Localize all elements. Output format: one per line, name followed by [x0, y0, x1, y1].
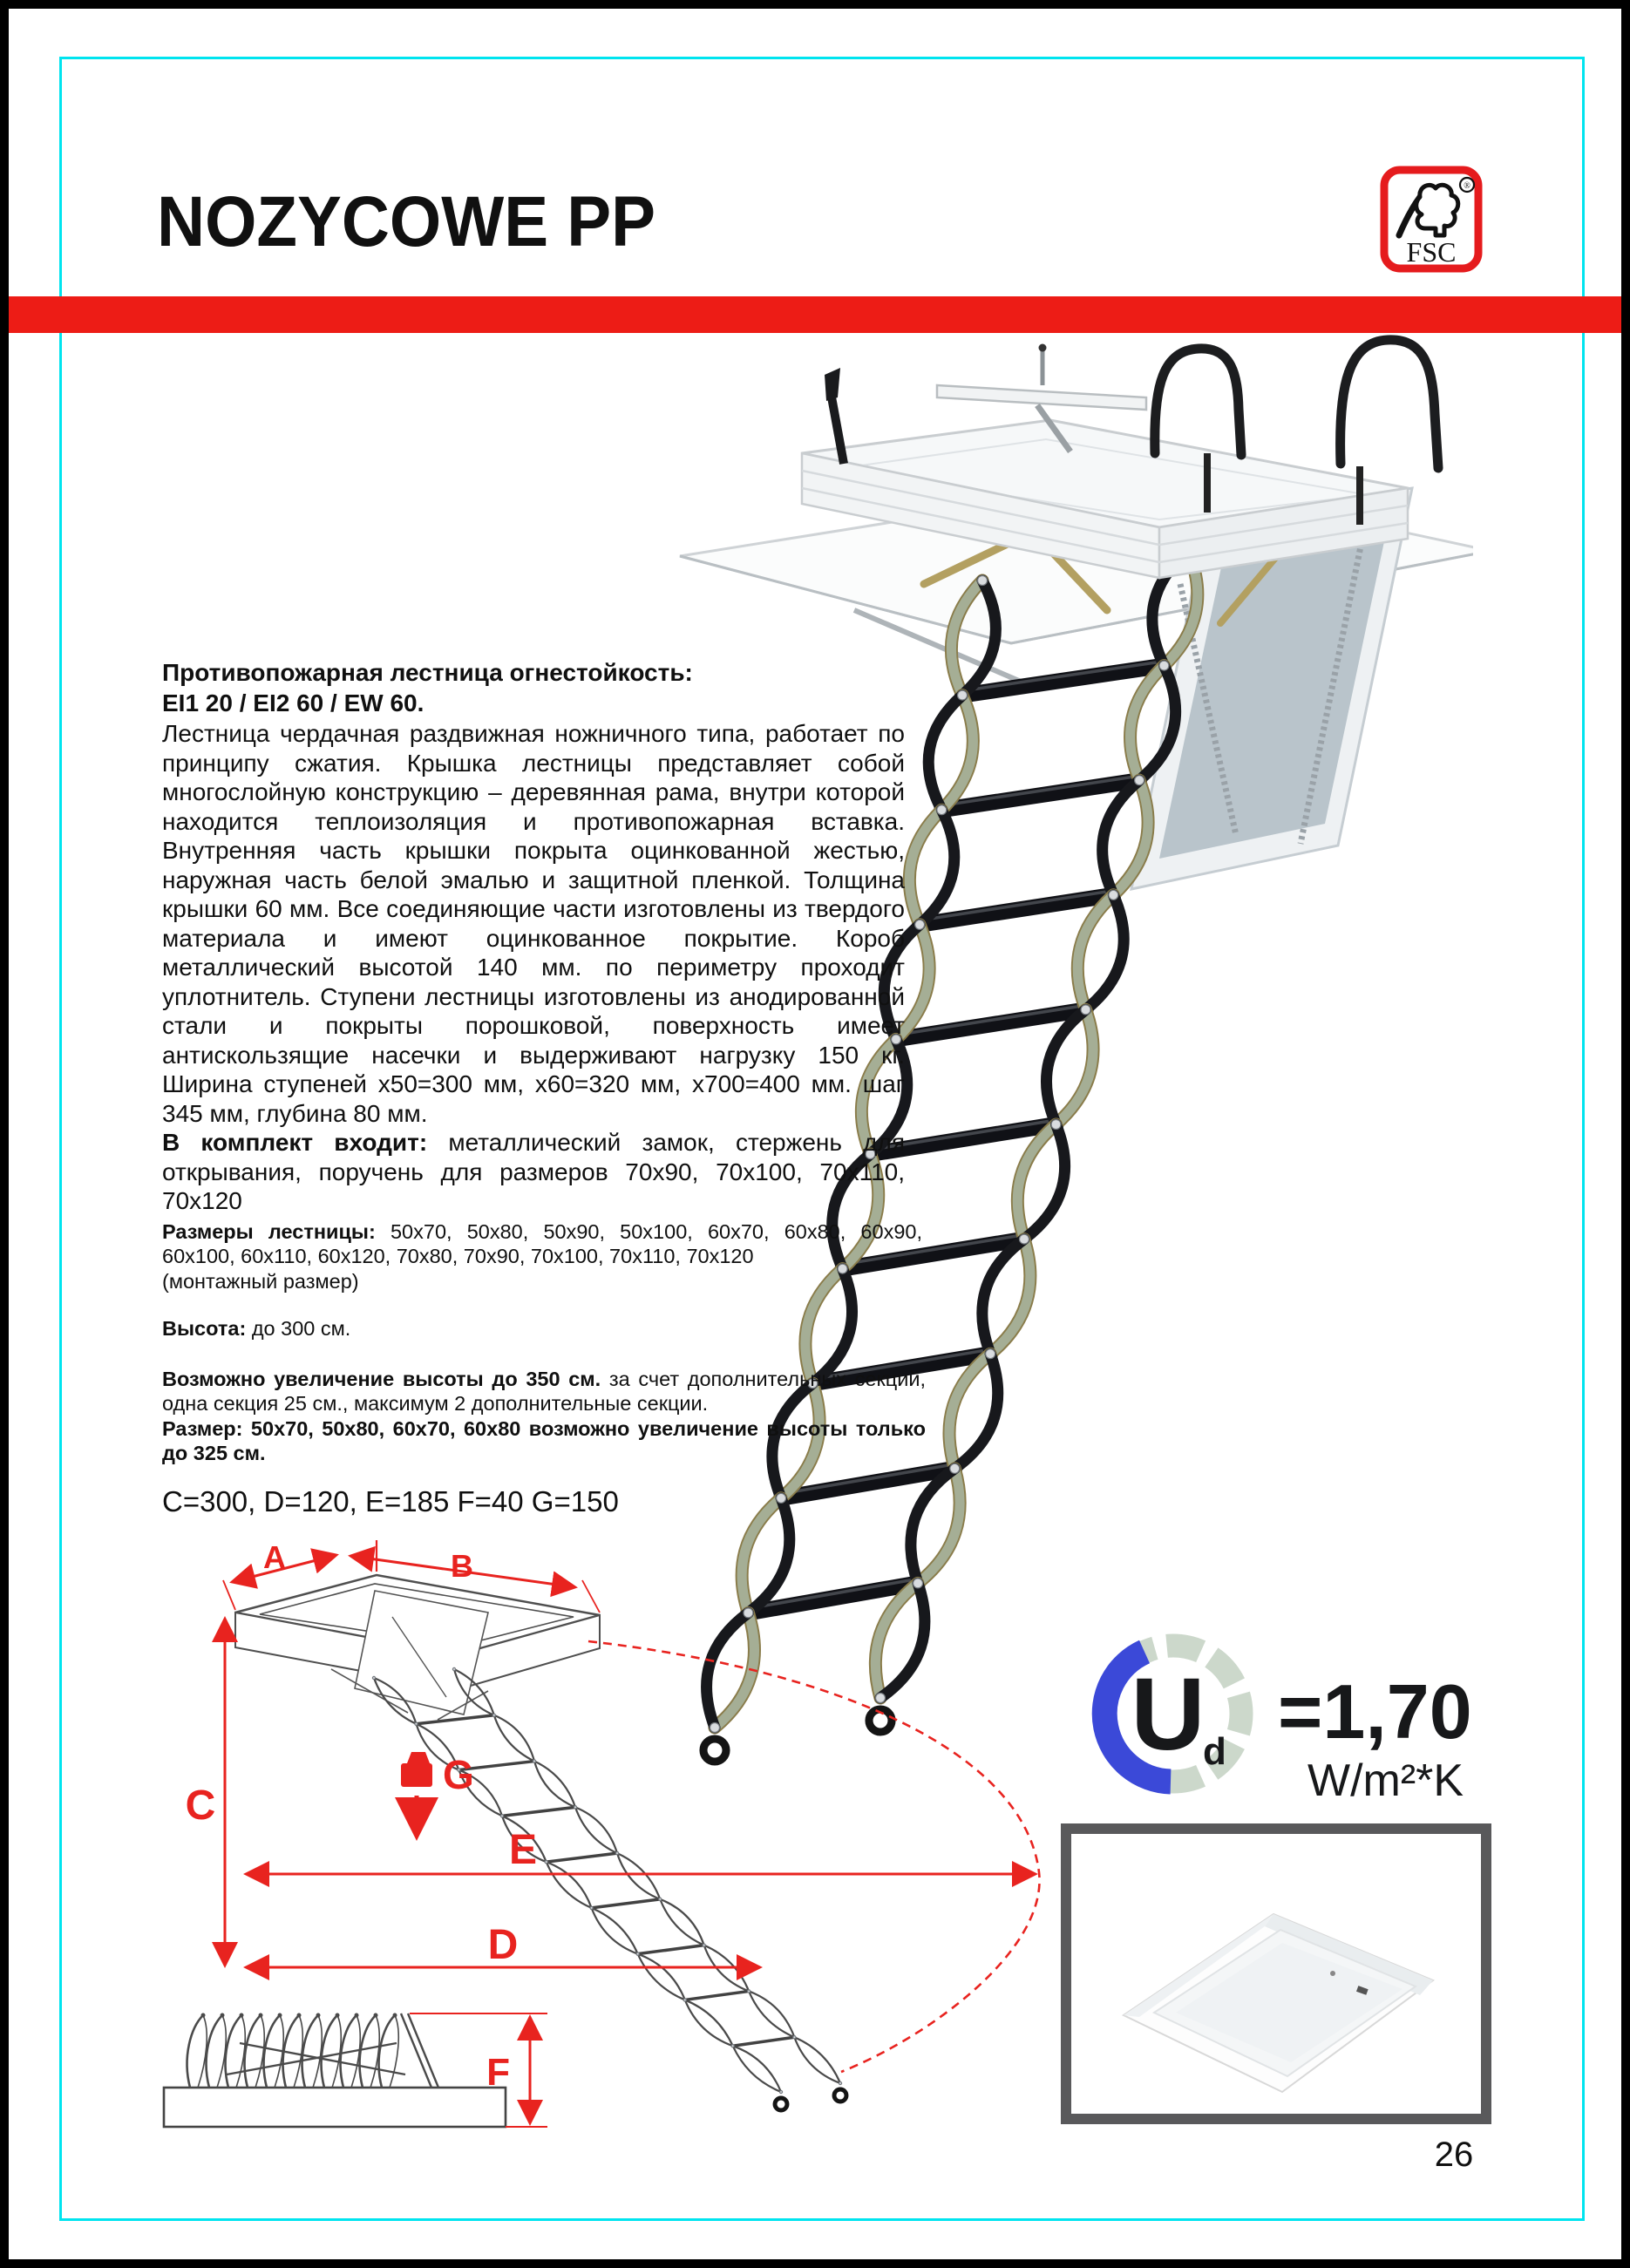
thermal-value: =1,70	[1278, 1668, 1472, 1755]
thermal-unit: W/m²*K	[1307, 1755, 1464, 1806]
dimensions-summary: C=300, D=120, E=185 F=40 G=150	[162, 1485, 619, 1518]
extension-text: за счет дополнительных секций, одна секция 25 см., максимум 2 дополнительные секции.	[162, 1368, 927, 1416]
description-body: Лестница чердачная раздвижная ножничного типа, работает по принципу сжатия. Крышка лестницы представляет собой многослойную конструкцию – деревянная рама, внутри которой находится теплоизоляция и противопожарная вставка. Внутренняя часть крышки покрыта оцинкованной жестью, наружная часть белой эмалью и защитной пленкой. Толщина крышки 60 мм. Все соединяющие части изготовлены из твердого материала и имеют оцинкованное покрытие. Короб металлический высотой 140 мм. по периметру проходит уплотнитель. Ступени лестницы изготовлены из анодированной стали и покрыты порошковой, поверхность имеет антискользящие насечки и выдерживают нагрузку 150 кг. Ширина ступеней х50=300 мм, х60=320 мм, х700=400 мм. шаг 345 мм, глубина 80 мм.	[162, 720, 905, 1127]
u-subscript: d	[1203, 1730, 1226, 1773]
weight-icon	[401, 1752, 432, 1787]
ladder-sizes	[162, 1219, 922, 1294]
thermal-badge	[1070, 1606, 1489, 1815]
product-description	[162, 657, 905, 1216]
fsc-label: FSC	[1406, 236, 1457, 268]
diagram-label-d: D	[487, 1922, 519, 1968]
diagram-label-b: B	[451, 1548, 473, 1584]
page-number: 26	[1434, 2136, 1474, 2174]
height-label: Высота:	[162, 1317, 247, 1340]
diagram-label-g: G	[443, 1752, 474, 1797]
kit-line	[162, 1128, 905, 1216]
diagram-label-f: F	[486, 2051, 510, 2094]
page-title: NOZYCOWE PP	[157, 182, 655, 261]
closed-hatch-image	[1061, 1823, 1491, 2124]
extension-bold2: Размер: 50х70, 50х80, 60х70, 60х80 возможно увеличение высоты только до 325 см.	[162, 1416, 926, 1465]
folded-ladder-diagram	[139, 1989, 593, 2146]
sizes-text: 50х70, 50х80, 50х90, 50х100, 60х70, 60х80, 60х90, 60х100, 60х110, 60х120, 70х80, 70х90, 70х100, 70х110, 70х120	[162, 1220, 922, 1268]
height-text: до 300 см.	[246, 1317, 351, 1340]
diagram-label-a: A	[263, 1539, 286, 1575]
fsc-tree-icon	[1380, 166, 1483, 273]
height-line	[162, 1317, 350, 1341]
diagram-label-c: C	[185, 1782, 216, 1829]
sizes-note: (монтажный размер)	[162, 1269, 359, 1293]
diagram-label-e: E	[508, 1827, 538, 1873]
fire-rating-classes: EI1 20 / EI2 60 / EW 60.	[162, 689, 424, 716]
extension-info	[162, 1367, 926, 1466]
u-symbol: U	[1131, 1657, 1206, 1772]
kit-text: металлический замок, стержень для открывания, поручень для размеров 70х90, 70х100, 70х110, 70х120	[162, 1129, 905, 1214]
extension-bold1: Возможно увеличение высоты до 350 см.	[162, 1368, 601, 1390]
fsc-registered-mark: ®	[1464, 181, 1470, 191]
fire-rating-heading: Противопожарная лестница огнестойкость:	[162, 659, 693, 686]
sizes-label: Размеры лестницы:	[162, 1220, 376, 1243]
fsc-logo	[1380, 166, 1483, 273]
kit-label: В комплект входит:	[162, 1129, 428, 1156]
